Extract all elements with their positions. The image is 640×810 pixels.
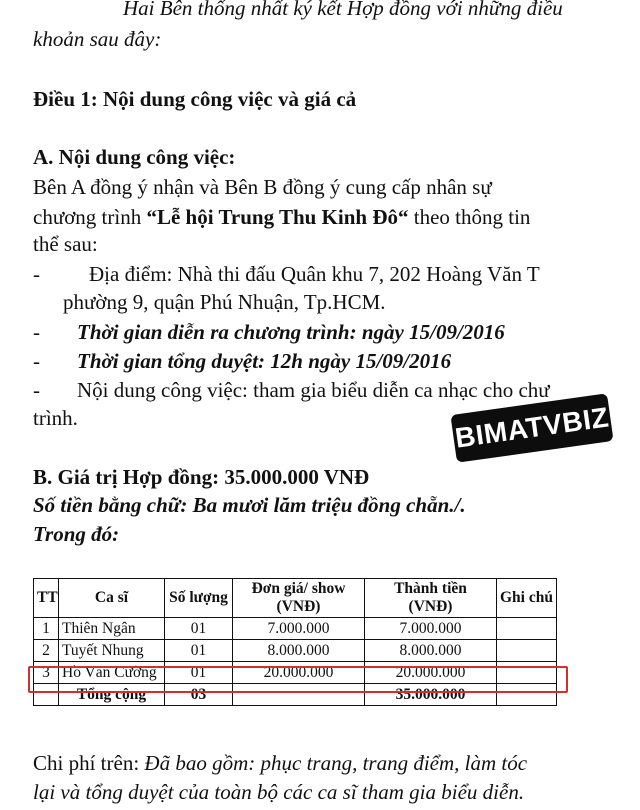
cell-unit-price: 8.000.000 [233, 640, 365, 662]
cell-tt [34, 684, 59, 706]
cell-unit-price [233, 684, 365, 706]
bullet-show-time: - Thời gian diễn ra chương trình: ngày 15/09/2016 [33, 320, 505, 344]
cell-quantity: 01 [165, 618, 233, 640]
header-note: Ghi chú [497, 579, 557, 618]
cell-note [497, 684, 557, 706]
cell-note [497, 640, 557, 662]
fee-table [33, 578, 557, 706]
breakdown-label: Trong đó: [33, 522, 120, 546]
bullet-location: - Địa điểm: Nhà thi đấu Quân khu 7, 202 Hoàng Văn T [33, 262, 540, 286]
article-1-heading: Điều 1: Nội dung công việc và giá cả [33, 87, 357, 111]
cell-total: 7.000.000 [365, 618, 497, 640]
total-label: Tổng cộng [59, 684, 165, 706]
cell-unit-price: 20.000.000 [233, 662, 365, 684]
section-a-para-line-1: Bên A đồng ý nhận và Bên B đồng ý cung cấp nhân sự [33, 175, 492, 199]
cell-note [497, 618, 557, 640]
section-b-heading: B. Giá trị Hợp đồng: 35.000.000 VNĐ [33, 465, 370, 489]
total-quantity: 03 [165, 684, 233, 706]
cell-singer: Thiên Ngân [59, 618, 165, 640]
footer-line-2: lại và tổng duyệt của toàn bộ các ca sĩ tham gia biểu diễn. [33, 780, 525, 804]
intro-line-2: khoản sau đây: [33, 27, 162, 51]
total-amount: 35.000.000 [365, 684, 497, 706]
cell-tt: 2 [34, 640, 59, 662]
section-a-para-line-2: chương trình “Lễ hội Trung Thu Kinh Đô“ theo thông tin [33, 205, 531, 229]
table-row [34, 618, 557, 640]
intro-line-1: Hai Bên thống nhất ký kết Hợp đồng với những điều [123, 0, 563, 20]
header-tt: TT [34, 579, 59, 618]
cell-tt: 1 [34, 618, 59, 640]
watermark-logo: BIMATVBIZ [450, 393, 613, 463]
footer-line-1: Chi phí trên: Đã bao gồm: phục trang, trang điểm, làm tóc [33, 751, 528, 775]
bullet-work-content: - Nội dung công việc: tham gia biểu diễn ca nhạc cho chư [33, 378, 550, 402]
cell-unit-price: 7.000.000 [233, 618, 365, 640]
bullet-rehearsal-time: - Thời gian tổng duyệt: 12h ngày 15/09/2016 [33, 349, 452, 373]
fee-table-header-row [34, 579, 557, 618]
cell-total: 20.000.000 [365, 662, 497, 684]
cell-quantity: 01 [165, 662, 233, 684]
cell-singer: Hồ Văn Cường [59, 662, 165, 684]
table-row [34, 662, 557, 684]
header-total: Thành tiền (VNĐ) [365, 579, 497, 618]
table-row [34, 640, 557, 662]
section-a-heading: A. Nội dung công việc: [33, 145, 236, 169]
header-unit-price: Đơn giá/ show (VNĐ) [233, 579, 365, 618]
cell-total: 8.000.000 [365, 640, 497, 662]
cell-tt: 3 [34, 662, 59, 684]
header-quantity: Số lượng [165, 579, 233, 618]
bullet-work-content-cont: trình. [33, 406, 78, 430]
cell-note [497, 662, 557, 684]
header-singer: Ca sĩ [59, 579, 165, 618]
amount-in-words: Số tiền bằng chữ: Ba mươi lăm triệu đồng chẵn./. [33, 493, 466, 517]
cell-singer: Tuyết Nhung [59, 640, 165, 662]
total-row [34, 684, 557, 706]
bullet-location-cont: phường 9, quận Phú Nhuận, Tp.HCM. [63, 290, 386, 314]
section-a-para-line-3: thể sau: [33, 232, 98, 256]
program-name: “Lễ hội Trung Thu Kinh Đô“ [146, 205, 409, 229]
cell-quantity: 01 [165, 640, 233, 662]
